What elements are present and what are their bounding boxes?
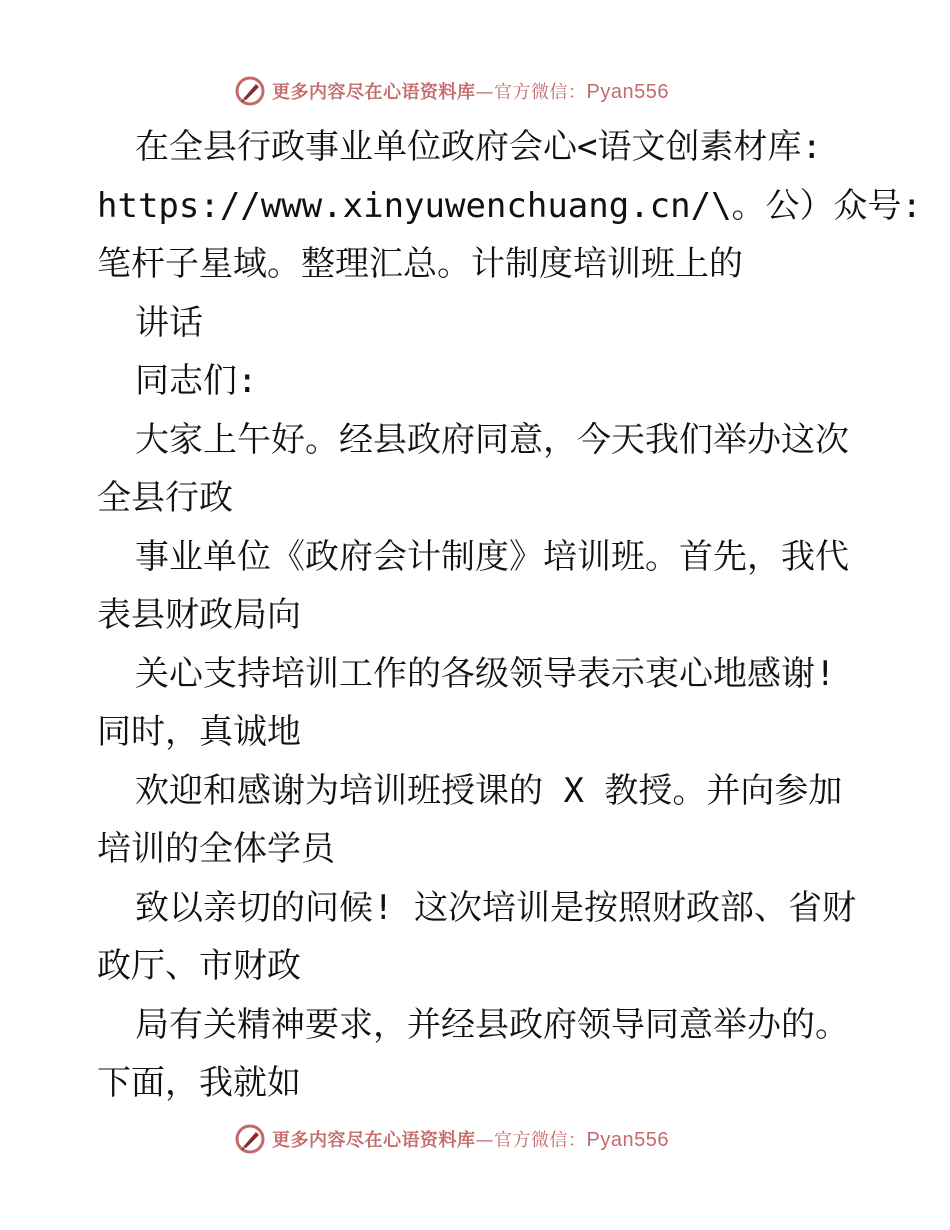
body-line: 同时，真诚地 (97, 712, 301, 752)
body-line: 大家上午好。经县政府同意，今天我们举办这次 (135, 419, 849, 460)
body-line: 事业单位《政府会计制度》培训班。首先，我代 (135, 536, 849, 577)
watermark-label: 官方微信： (494, 1130, 587, 1151)
watermark-id: Pyan556 (586, 1129, 669, 1151)
body-line: 培训的全体学员 (97, 829, 335, 869)
header-watermark (234, 73, 754, 109)
body-line: 政厅、市财政 (97, 946, 301, 986)
document-body (97, 118, 923, 1113)
body-line: 同志们: (135, 361, 258, 401)
body-line: https://www.xinyuwenchuang.cn/\。公）众号: (97, 185, 923, 226)
footer-watermark-text (272, 1126, 669, 1152)
body-line: 关心支持培训工作的各级领导表示衷心地感谢! (135, 653, 836, 694)
watermark-dash: — (475, 1130, 494, 1151)
quill-circle-logo-icon (234, 75, 266, 107)
watermark-id: Pyan556 (586, 81, 669, 103)
footer-watermark (234, 1121, 754, 1157)
body-line: 表县财政局向 (97, 595, 301, 635)
body-line: 下面，我就如 (97, 1063, 301, 1103)
body-line: 在全县行政事业单位政府会心<语文创素材库: (135, 127, 822, 167)
body-line: 欢迎和感谢为培训班授课的 X 教授。并向参加 (135, 770, 843, 811)
watermark-main: 更多内容尽在心语资料库 (272, 82, 476, 103)
watermark-label: 官方微信： (494, 82, 587, 103)
body-line: 致以亲切的问候! 这次培训是按照财政部、省财 (135, 887, 856, 928)
body-line: 全县行政 (97, 478, 233, 518)
watermark-main: 更多内容尽在心语资料库 (272, 1130, 476, 1151)
body-line: 笔杆子星域。整理汇总。计制度培训班上的 (97, 244, 743, 284)
body-line: 局有关精神要求，并经县政府领导同意举办的。 (135, 1004, 849, 1045)
quill-circle-logo-icon (234, 1123, 266, 1155)
body-line: 讲话 (135, 302, 203, 343)
watermark-dash: — (475, 82, 494, 103)
header-watermark-text (272, 78, 669, 104)
